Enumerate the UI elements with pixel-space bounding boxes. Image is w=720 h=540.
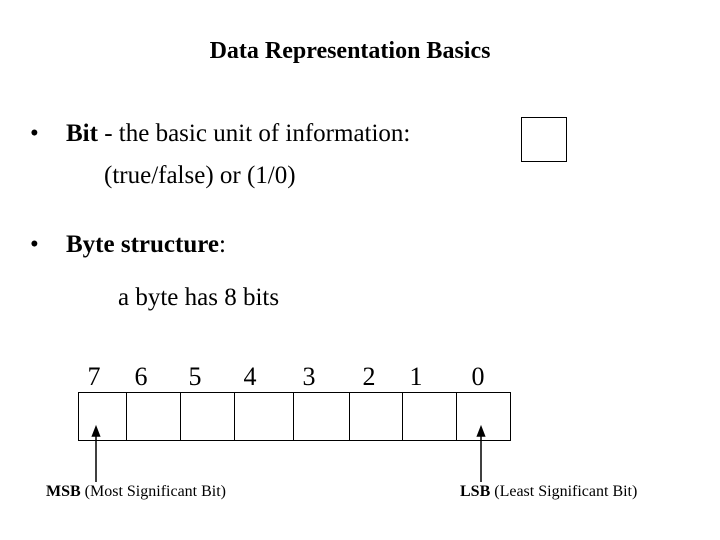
bit-position-7: 7 [87, 362, 101, 391]
msb-caption [46, 483, 226, 501]
bit-values: (true/false) or (1/0) [104, 162, 296, 189]
lsb-full: (Least Significant Bit) [494, 483, 638, 500]
lsb-caption [460, 483, 637, 501]
msb-full: (Most Significant Bit) [84, 483, 226, 500]
bit-position-4: 4 [243, 362, 257, 391]
bit-position-3: 3 [302, 362, 316, 391]
bit-term: Bit [66, 120, 98, 147]
bullet-marker: • [30, 120, 39, 147]
bit-definition: - the basic unit of information: [97, 120, 411, 147]
msb-abbr: MSB [46, 483, 81, 500]
bit-position-1: 1 [409, 362, 423, 391]
byte-description: a byte has 8 bits [118, 284, 280, 311]
byte-structure-colon: : [218, 231, 226, 258]
bit-position-6: 6 [134, 362, 148, 391]
bit-position-2: 2 [362, 362, 376, 391]
lsb-abbr: LSB [460, 483, 491, 500]
bullet-marker: • [30, 231, 39, 258]
lsb-arrow [478, 427, 485, 482]
byte-structure-term: Byte structure [66, 231, 219, 258]
slide-title: Data Representation Basics [209, 38, 491, 64]
bit-position-0: 0 [471, 362, 485, 391]
msb-arrow [93, 427, 100, 482]
bit-position-5: 5 [188, 362, 202, 391]
